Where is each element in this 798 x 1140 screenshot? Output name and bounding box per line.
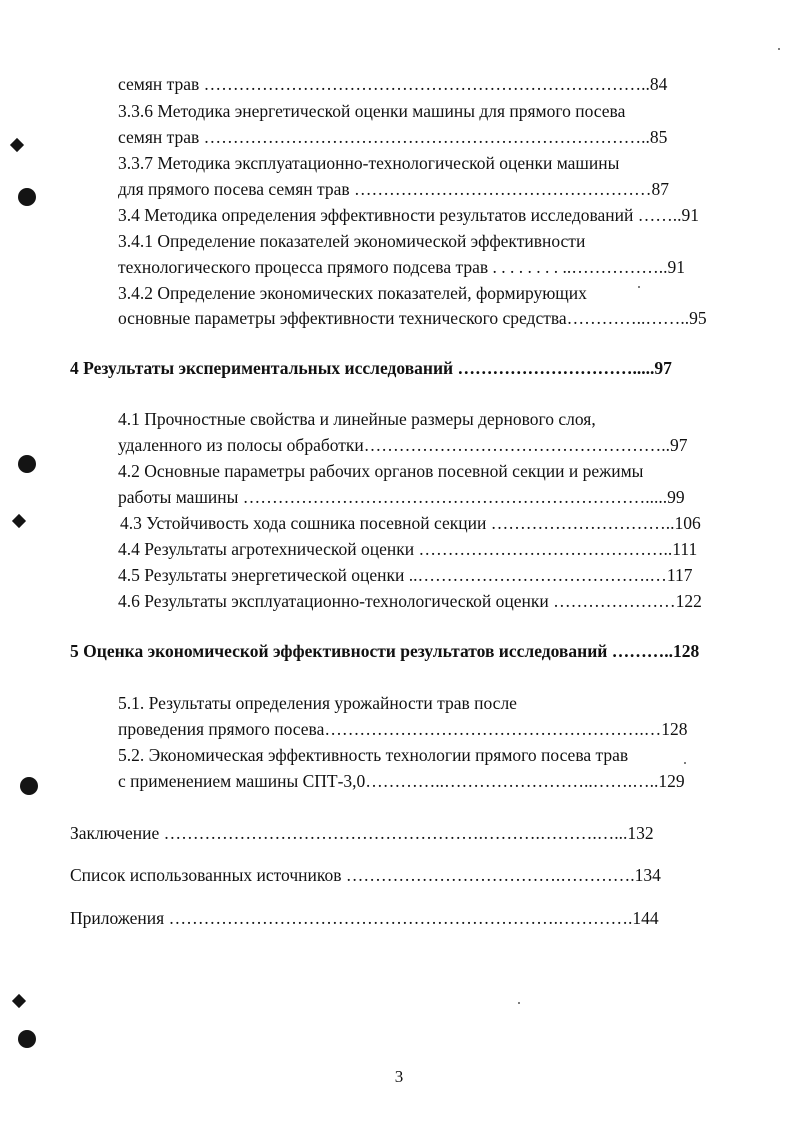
toc-line: проведения прямого посева……………………………………………….…128 [118,719,688,739]
punch-hole [18,188,36,206]
toc-line: 4.3 Устойчивость хода сошника посевной секции …………………………..106 [120,513,701,533]
page-number: 3 [394,1067,404,1086]
scan-speck [684,762,686,764]
toc-line: семян трав …………………………………………………………………..84 [118,74,668,94]
toc-line: 5.1. Результаты определения урожайности трав после [118,693,517,713]
scan-mark [10,138,24,152]
toc-line: удаленного из полосы обработки……………………………………………..97 [118,435,688,455]
toc-line: 4.1 Прочностные свойства и линейные размеры дернового слоя, [118,409,596,429]
toc-chapter-heading: 5 Оценка экономической эффективности результатов исследований ………..128 [70,641,700,661]
toc-line: семян трав …………………………………………………………………..85 [118,127,668,147]
toc-line: 3.3.6 Методика энергетической оценки машины для прямого посева [118,101,626,121]
scan-speck [518,1002,520,1004]
toc-line: работы машины …………………………………………………………….....99 [118,487,685,507]
toc-line: для прямого посева семян трав ……………………………………………87 [118,179,670,199]
toc-line: 3.3.7 Методика эксплуатационно-технологической оценки машины [118,153,620,173]
toc-line: 3.4 Методика определения эффективности результатов исследований ……..91 [118,205,700,225]
punch-hole [18,1030,36,1048]
toc-line: 4.4 Результаты агротехнической оценки ……………………………………..111 [118,539,698,559]
scan-speck [778,48,780,50]
toc-line: 4.2 Основные параметры рабочих органов посевной секции и режимы [118,461,644,481]
toc-line: Заключение ……………………………………………….……….……….…...132 [70,823,654,843]
toc-line: технологического процесса прямого подсева трав . . . . . . . . ..……………..91 [118,257,685,277]
scan-speck [638,286,640,288]
toc-line: основные параметры эффективности технического средства…………..……..95 [118,308,707,328]
toc-line: Список использованных источников ……………………………….………….134 [70,865,661,885]
scan-mark [12,514,26,528]
toc-line: 4.5 Результаты энергетической оценки ..………………………………….…117 [118,565,693,585]
punch-hole [18,455,36,473]
toc-line: 3.4.1 Определение показателей экономической эффективности [118,231,586,251]
toc-line: Приложения ………………………………………………………….………….144 [70,908,659,928]
toc-line: 5.2. Экономическая эффективность технологии прямого посева трав [118,745,629,765]
scan-mark [12,994,26,1008]
punch-hole [20,777,38,795]
toc-line: 3.4.2 Определение экономических показателей, формирующих [118,283,587,303]
toc-line: 4.6 Результаты эксплуатационно-технологической оценки …………………122 [118,591,702,611]
toc-chapter-heading: 4 Результаты экспериментальных исследований ………………………….....97 [70,358,672,378]
toc-line: с применением машины СПТ-3,0…………..……………………..…….…..129 [118,771,685,791]
